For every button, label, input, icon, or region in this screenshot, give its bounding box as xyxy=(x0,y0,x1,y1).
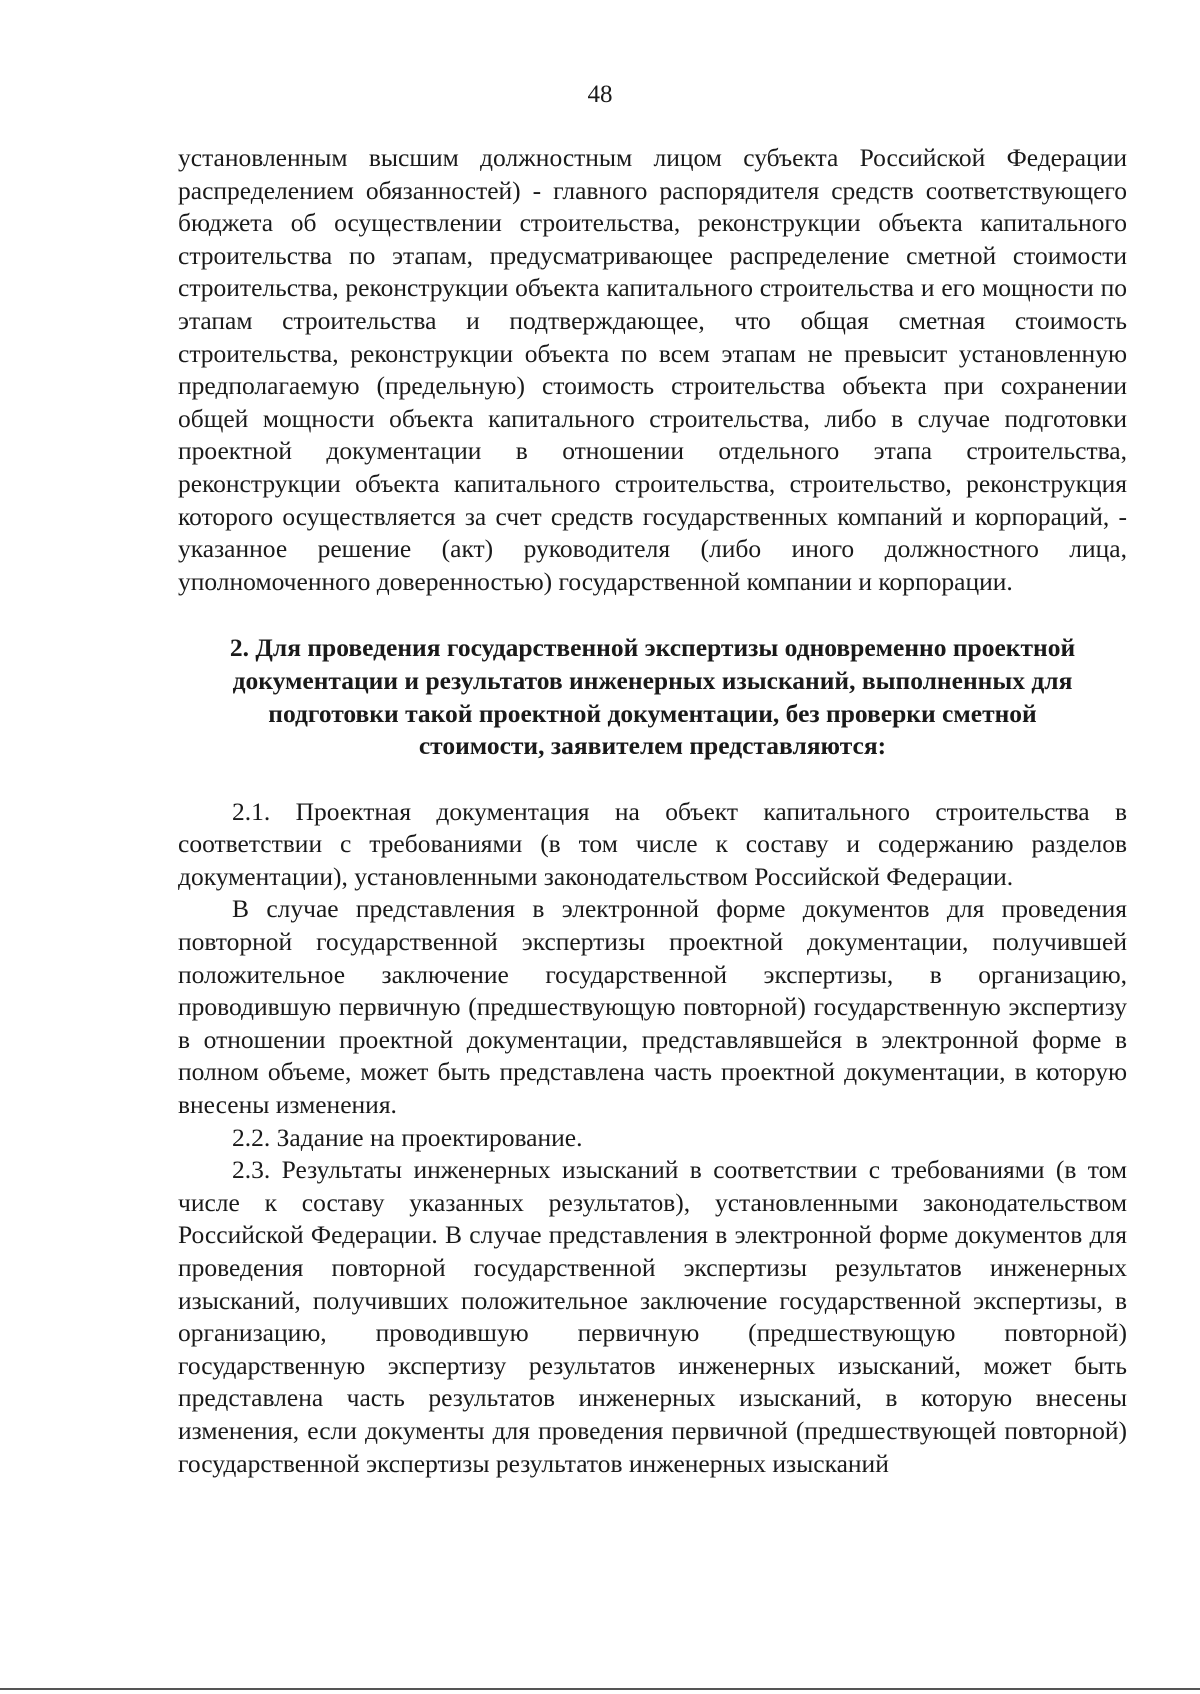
page-bottom-edge xyxy=(0,1688,1200,1690)
document-body xyxy=(178,142,1127,1480)
paragraph-continuation: установленным высшим должностным лицом субъекта Российской Федерации распределением обязанностей) - главного распорядителя средств соответствующего бюджета об осуществлении строительства, реконструкции объекта капитального строительства по этапам, предусматривающее распределение сметной стоимости строительства, реконструкции объекта капитального строительства и его мощности по этапам строительства и подтверждающее, что общая сметная стоимость строительства, реконструкции объекта по всем этапам не превысит установленную предполагаемую (предельную) стоимость строительства объекта при сохранении общей мощности объекта капитального строительства, либо в случае подготовки проектной документации в отношении отдельного этапа строительства, реконструкции объекта капитального строительства, строительство, реконструкция которого осуществляется за счет средств государственных компаний и корпораций, - указанное решение (акт) руководителя (либо иного должностного лица, уполномоченного доверенностью) государственной компании и корпорации. xyxy=(178,143,1127,596)
page-number: 48 xyxy=(587,81,613,108)
paragraph-item-2-3: 2.3. Результаты инженерных изысканий в соответствии с требованиями (в том числе к составу указанных результатов), установленными законодательством Российской Федерации. В случае представления в электронной форме документов для проведения повторной государственной экспертизы результатов инженерных изысканий, получивших положительное заключение государственной экспертизы, в организацию, проводившую первичную (предшествующую повторной) государственную экспертизу результатов инженерных изысканий, может быть представлена часть результатов инженерных изысканий, в которую внесены изменения, если документы для проведения первичной (предшествующей повторной) государственной экспертизы результатов инженерных изысканий xyxy=(178,1155,1127,1478)
section-heading-2: 2. Для проведения государственной экспертизы одновременно проектной документации и результатов инженерных изысканий, выполненных для подготовки такой проектной документации, без проверки сметной стоимости, заявителем представляются: xyxy=(229,633,1076,761)
paragraph-item-2-1: 2.1. Проектная документация на объект капитального строительства в соответствии с требованиями (в том числе к составу и содержанию разделов документации), установленными законодательством Российской Федерации. xyxy=(178,796,1127,891)
paragraph-item-2-2: 2.2. Задание на проектирование. xyxy=(232,1122,583,1152)
paragraph-item-2-1-note: В случае представления в электронной форме документов для проведения повторной государственной экспертизы проектной документации, получившей положительное заключение государственной экспертизы, в организацию, проводившую первичную (предшествующую повторной) государственную экспертизу в отношении проектной документации, представлявшейся в электронной форме в полном объеме, может быть представлена часть проектной документации, в которую внесены изменения. xyxy=(178,894,1127,1120)
